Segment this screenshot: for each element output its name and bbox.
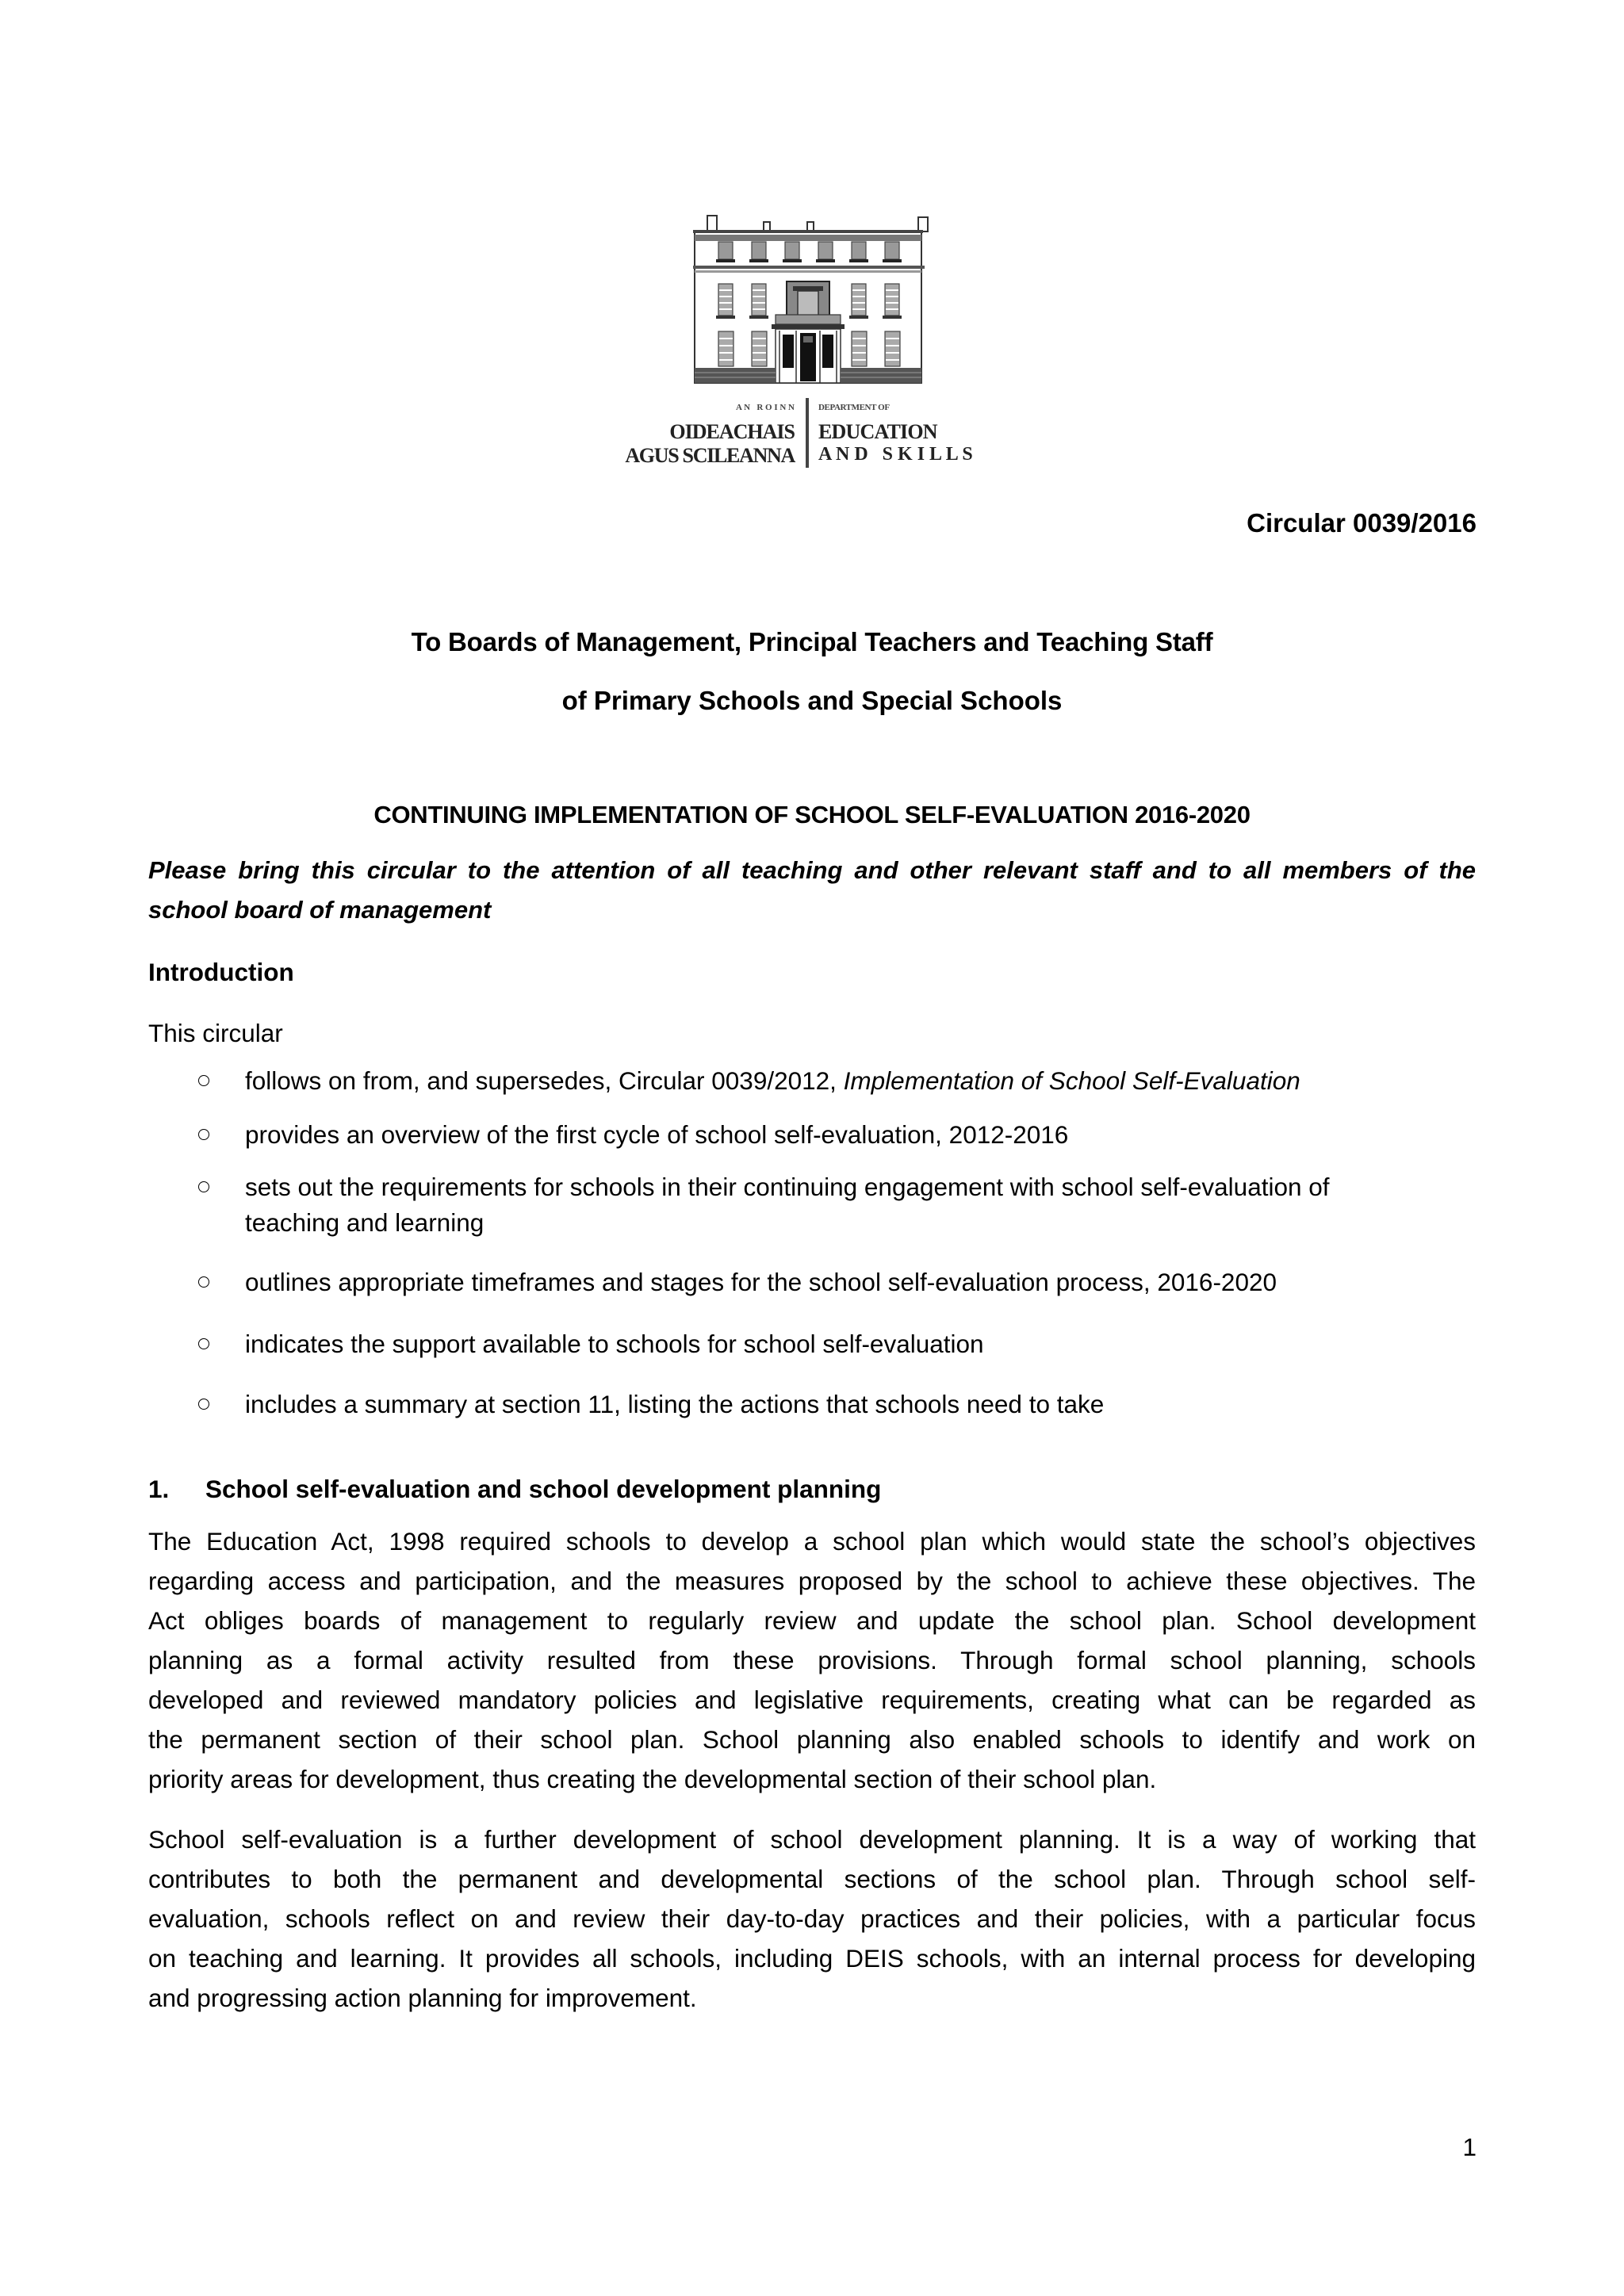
list-item-text: provides an overview of the first cycle of school self-evaluation, 2012-2016 xyxy=(245,1120,1069,1149)
section-1-number: 1. xyxy=(148,1475,170,1503)
department-logo xyxy=(619,208,991,477)
hollow-bullet-icon xyxy=(198,1075,209,1086)
section-1-heading: School self-evaluation and school development planning xyxy=(205,1475,882,1503)
paragraph-line: on teaching and learning. It provides all schools, including DEIS schools, with an internal process for developing xyxy=(148,1944,1476,1973)
addressees-line-1: To Boards of Management, Principal Teachers and Teaching Staff xyxy=(411,627,1213,656)
paragraph-line: priority areas for development, thus creating the developmental section of their school plan. xyxy=(148,1765,1157,1793)
list-item-text: outlines appropriate timeframes and stages for the school self-evaluation process, 2016-2020 xyxy=(245,1268,1277,1296)
paragraph-line: regarding access and participation, and the measures proposed by the school to achieve these objectives. The xyxy=(148,1567,1476,1595)
addressees-line-2: of Primary Schools and Special Schools xyxy=(561,686,1063,715)
paragraph-line: the permanent section of their school plan. School planning also enabled schools to identify and work on xyxy=(148,1725,1476,1754)
paragraph-line: planning as a formal activity resulted from these provisions. Through formal school planning, schools xyxy=(148,1646,1476,1674)
list-item-text: indicates the support available to schools for school self-evaluation xyxy=(245,1330,984,1358)
notice-line-1: Please bring this circular to the attention of all teaching and other relevant staff and to all members of the xyxy=(148,856,1476,884)
bullet-text-plain: follows on from, and supersedes, Circular 0039/2012, xyxy=(245,1066,844,1095)
bullet-text-italic-title: Implementation of School Self-Evaluation xyxy=(843,1066,1300,1095)
hollow-bullet-icon xyxy=(198,1181,209,1192)
hollow-bullet-icon xyxy=(198,1399,209,1410)
hollow-bullet-icon xyxy=(198,1129,209,1140)
logo-english-line2: A N D S K I L L S xyxy=(818,444,973,465)
paragraph-line: evaluation, schools reflect on and review their day-to-day practices and their policies, with a particular focus xyxy=(148,1904,1476,1933)
notice-line-2: school board of management xyxy=(148,896,492,924)
list-item-text: includes a summary at section 11, listing the actions that schools need to take xyxy=(245,1390,1105,1418)
paragraph-line: School self-evaluation is a further development of school development planning. It is a way of working that xyxy=(148,1825,1476,1854)
list-item-text: sets out the requirements for schools in their continuing engagement with school self-evaluation of xyxy=(245,1173,1330,1201)
paragraph-line: and progressing action planning for improvement. xyxy=(148,1984,697,2012)
paragraph-line: contributes to both the permanent and developmental sections of the school plan. Through school self- xyxy=(148,1865,1476,1893)
circular-number: Circular 0039/2016 xyxy=(1247,508,1477,538)
list-item-text xyxy=(245,1065,1300,1096)
logo-irish-small: A N R O I N N xyxy=(736,403,795,412)
hollow-bullet-icon xyxy=(198,1276,209,1288)
logo-irish-line2: AGUS SCILEANNA xyxy=(625,444,795,467)
introduction-heading: Introduction xyxy=(148,958,294,986)
paragraph-line: The Education Act, 1998 required schools to develop a school plan which would state the school’s objectives xyxy=(148,1527,1476,1556)
logo-irish-line1: OIDEACHAIS xyxy=(669,420,795,443)
logo-english-line1: EDUCATION xyxy=(818,420,937,443)
hollow-bullet-icon xyxy=(198,1338,209,1349)
page-number: 1 xyxy=(1462,2133,1477,2161)
logo-english-small: DEPARTMENT OF xyxy=(818,403,890,412)
circular-title: CONTINUING IMPLEMENTATION OF SCHOOL SELF-EVALUATION 2016-2020 xyxy=(373,801,1251,828)
paragraph-line: developed and reviewed mandatory policies and legislative requirements, creating what can be regarded as xyxy=(148,1686,1476,1714)
introduction-lead: This circular xyxy=(148,1019,283,1047)
list-item-continuation: teaching and learning xyxy=(245,1208,485,1237)
paragraph-line: Act obliges boards of management to regularly review and update the school plan. School development xyxy=(148,1606,1476,1635)
